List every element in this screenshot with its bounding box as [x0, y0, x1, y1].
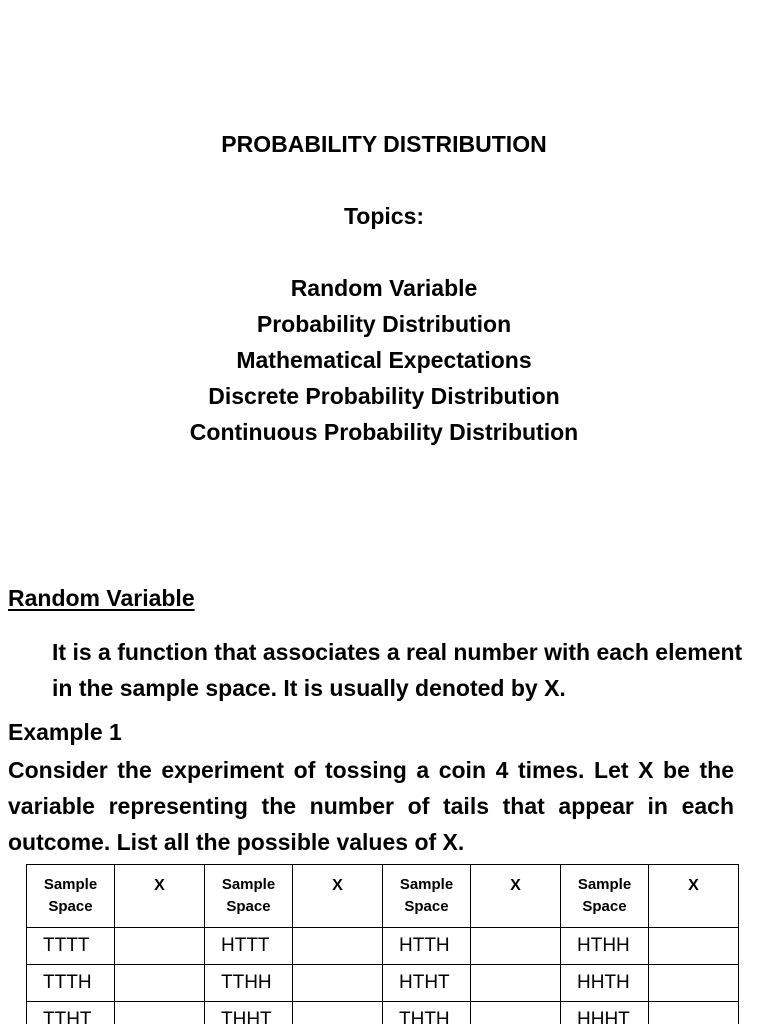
x-value-cell: [471, 1002, 561, 1024]
header-line: Space: [48, 898, 93, 915]
table-header-row: [27, 865, 739, 928]
table-row: [27, 1002, 739, 1024]
topic-item: Random Variable: [290, 275, 478, 301]
sample-space-cell: HTTH: [383, 928, 471, 965]
x-value-cell: [115, 965, 205, 1002]
header-line: Space: [582, 898, 627, 915]
column-header-x: X: [115, 865, 205, 928]
sample-space-cell: THTH: [383, 1002, 471, 1024]
column-header-sample-space: [383, 865, 471, 928]
header-line: Sample: [221, 876, 276, 893]
document-title: PROBABILITY DISTRIBUTION: [221, 131, 547, 157]
header-line: Space: [404, 898, 449, 915]
sample-space-cell: HHHT: [561, 1002, 649, 1024]
definition-paragraph: It is a function that associates a real number with each element in the sample space. It is usually denoted by X.: [52, 639, 743, 701]
table-row: [27, 928, 739, 965]
sample-space-cell: HTTT: [205, 928, 293, 965]
column-header-x: X: [471, 865, 561, 928]
x-value-cell: [649, 1002, 739, 1024]
sample-space-cell: TTHH: [205, 965, 293, 1002]
column-header-sample-space: [205, 865, 293, 928]
column-header-sample-space: [561, 865, 649, 928]
topic-item: Probability Distribution: [256, 311, 512, 337]
sample-space-cell: HTHT: [383, 965, 471, 1002]
topic-item: Discrete Probability Distribution: [208, 383, 560, 409]
sample-space-cell: HHTH: [561, 965, 649, 1002]
x-value-cell: [649, 928, 739, 965]
header-line: Sample: [43, 876, 98, 893]
column-header-sample-space: [27, 865, 115, 928]
example-text: Consider the experiment of tossing a coin 4 times. Let X be the variable representing the number of tails that appear in each outcome. List all the possible values of X.: [8, 757, 734, 855]
sample-space-cell: TTTT: [27, 928, 115, 965]
example-heading: Example 1: [8, 719, 122, 745]
header-line: Space: [226, 898, 271, 915]
x-value-cell: [293, 965, 383, 1002]
topic-item: Continuous Probability Distribution: [189, 419, 579, 445]
x-value-cell: [649, 965, 739, 1002]
x-value-cell: [293, 928, 383, 965]
sample-space-cell: HTHH: [561, 928, 649, 965]
sample-space-cell: THHT: [205, 1002, 293, 1024]
x-value-cell: [115, 928, 205, 965]
x-value-cell: [293, 1002, 383, 1024]
topics-list: [0, 270, 768, 450]
sample-space-cell: TTHT: [27, 1002, 115, 1024]
header-line: Sample: [577, 876, 632, 893]
topic-item: Mathematical Expectations: [236, 347, 532, 373]
sample-space-cell: TTTH: [27, 965, 115, 1002]
section-heading-random-variable: Random Variable: [8, 585, 195, 611]
x-value-cell: [471, 928, 561, 965]
table-row: [27, 965, 739, 1002]
topics-heading: Topics:: [343, 203, 425, 229]
header-line: Sample: [399, 876, 454, 893]
column-header-x: X: [293, 865, 383, 928]
sample-space-table: [26, 864, 739, 1024]
x-value-cell: [471, 965, 561, 1002]
column-header-x: X: [649, 865, 739, 928]
x-value-cell: [115, 1002, 205, 1024]
